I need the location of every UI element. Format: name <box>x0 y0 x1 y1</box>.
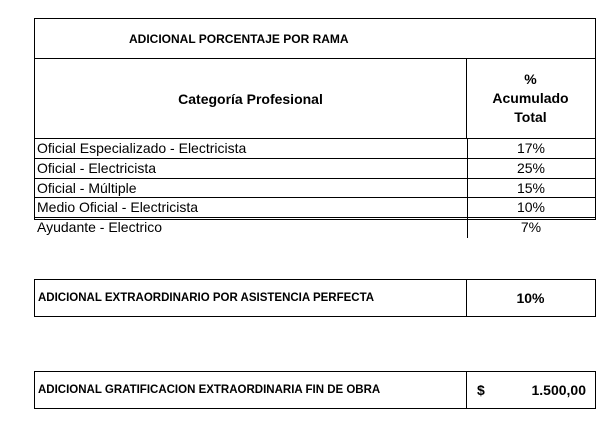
gratificacion-amount-cell <box>467 372 594 408</box>
row-category: Oficial Especializado - Electricista <box>37 140 247 156</box>
header-category: Categoría Profesional <box>35 59 467 138</box>
table-row <box>35 218 595 238</box>
asistencia-perfecta-box <box>34 279 596 317</box>
row-percent: 15% <box>467 179 594 198</box>
row-percent: 25% <box>467 159 594 178</box>
header-percent-total: Total <box>514 109 547 125</box>
table-row <box>35 139 595 159</box>
currency-symbol: $ <box>477 382 485 398</box>
table-title: ADICIONAL PORCENTAJE POR RAMA <box>35 19 595 59</box>
row-percent: 7% <box>467 218 594 238</box>
row-category: Ayudante - Electrico <box>37 219 163 236</box>
rama-percentage-table <box>34 18 596 236</box>
asistencia-value: 10% <box>516 290 545 306</box>
row-category: Oficial - Electricista <box>37 159 157 176</box>
gratificacion-label: ADICIONAL GRATIFICACION EXTRAORDINARIA FIN DE OBRA <box>35 372 467 408</box>
gratificacion-fin-obra-box <box>34 371 596 409</box>
table-row <box>35 179 595 199</box>
row-category: Medio Oficial - Electricista <box>37 199 199 216</box>
row-percent: 10% <box>467 198 594 217</box>
table-header-row <box>35 59 595 139</box>
table-row <box>35 159 595 179</box>
table-body <box>35 139 595 238</box>
row-category: Oficial - Múltiple <box>37 179 137 196</box>
header-percent-acumulado: Acumulado <box>492 90 569 106</box>
asistencia-label: ADICIONAL EXTRAORDINARIO POR ASISTENCIA PERFECTA <box>35 280 467 316</box>
header-percent-symbol: % <box>524 71 537 87</box>
gratificacion-amount: 1.500,00 <box>531 382 586 398</box>
row-percent: 17% <box>467 139 594 158</box>
header-percent <box>467 59 594 138</box>
table-row <box>35 198 595 218</box>
